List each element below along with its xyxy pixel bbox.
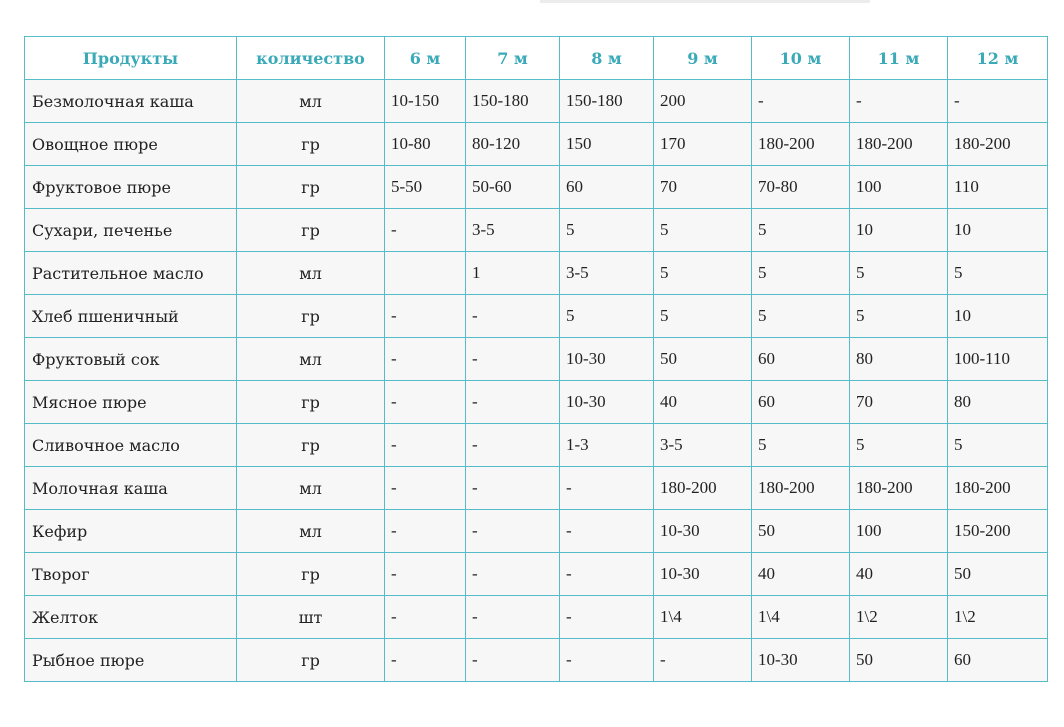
value-cell: - [385,596,466,639]
table-body [25,80,1048,682]
product-cell: Растительное масло [25,252,237,295]
value-cell: - [466,553,560,596]
unit-cell: гр [237,381,385,424]
unit-cell: мл [237,338,385,381]
value-cell: 50 [654,338,752,381]
product-cell: Хлеб пшеничный [25,295,237,338]
value-cell: 150-180 [560,80,654,123]
table-row [25,510,1048,553]
product-cell: Сухари, печенье [25,209,237,252]
table-row [25,553,1048,596]
value-cell: 70 [850,381,948,424]
value-cell: - [385,209,466,252]
value-cell: 10-30 [654,553,752,596]
value-cell: - [948,80,1048,123]
table-row [25,381,1048,424]
header-month-11: 11 м [850,37,948,80]
value-cell: - [654,639,752,682]
table-row [25,209,1048,252]
value-cell: 10-30 [560,338,654,381]
value-cell: - [385,553,466,596]
unit-cell: гр [237,123,385,166]
value-cell: 1\4 [752,596,850,639]
value-cell: 10-30 [560,381,654,424]
value-cell: 40 [654,381,752,424]
unit-cell: гр [237,166,385,209]
value-cell: 150 [560,123,654,166]
value-cell: 180-200 [948,123,1048,166]
header-month-12: 12 м [948,37,1048,80]
value-cell: 60 [948,639,1048,682]
value-cell: - [466,338,560,381]
value-cell: - [385,639,466,682]
value-cell: - [466,295,560,338]
value-cell: 50 [752,510,850,553]
value-cell: 180-200 [948,467,1048,510]
value-cell: 10-150 [385,80,466,123]
value-cell: 100 [850,166,948,209]
table-row [25,467,1048,510]
unit-cell: гр [237,553,385,596]
unit-cell: мл [237,80,385,123]
header-quantity: количество [237,37,385,80]
product-cell: Рыбное пюре [25,639,237,682]
value-cell: 70 [654,166,752,209]
value-cell: - [466,596,560,639]
value-cell: - [752,80,850,123]
value-cell: - [466,510,560,553]
unit-cell: гр [237,209,385,252]
unit-cell: шт [237,596,385,639]
value-cell: 1\2 [850,596,948,639]
unit-cell: гр [237,639,385,682]
unit-cell: мл [237,510,385,553]
value-cell: 100-110 [948,338,1048,381]
value-cell: - [466,381,560,424]
value-cell: 5 [752,295,850,338]
product-cell: Желток [25,596,237,639]
top-decorative-strip [540,0,870,3]
value-cell: 60 [752,381,850,424]
product-cell: Молочная каша [25,467,237,510]
value-cell: - [466,639,560,682]
value-cell: 150-180 [466,80,560,123]
table-row [25,639,1048,682]
value-cell: 10 [948,295,1048,338]
header-month-8: 8 м [560,37,654,80]
value-cell: 5 [752,209,850,252]
value-cell: 200 [654,80,752,123]
table-row [25,338,1048,381]
value-cell: 1-3 [560,424,654,467]
value-cell: 50 [948,553,1048,596]
value-cell: 5 [850,295,948,338]
unit-cell: гр [237,295,385,338]
value-cell: - [560,639,654,682]
value-cell: 80 [948,381,1048,424]
value-cell: 5 [850,424,948,467]
table-header-row [25,37,1048,80]
value-cell: 40 [850,553,948,596]
value-cell: - [385,295,466,338]
value-cell: 10 [948,209,1048,252]
value-cell: - [850,80,948,123]
product-cell: Фруктовый сок [25,338,237,381]
value-cell: - [385,424,466,467]
product-cell: Кефир [25,510,237,553]
value-cell: - [385,467,466,510]
value-cell: 180-200 [752,467,850,510]
unit-cell: мл [237,467,385,510]
product-cell: Творог [25,553,237,596]
product-cell: Безмолочная каша [25,80,237,123]
value-cell: 3-5 [654,424,752,467]
feeding-table [24,36,1048,682]
product-cell: Сливочное масло [25,424,237,467]
header-products: Продукты [25,37,237,80]
value-cell: - [560,596,654,639]
value-cell: 80-120 [466,123,560,166]
value-cell: 5 [654,295,752,338]
table-row [25,80,1048,123]
value-cell: - [466,424,560,467]
value-cell: 1\2 [948,596,1048,639]
header-month-6: 6 м [385,37,466,80]
value-cell: 5 [654,209,752,252]
value-cell: 5 [752,424,850,467]
value-cell: 10-80 [385,123,466,166]
value-cell: 80 [850,338,948,381]
value-cell: 1\4 [654,596,752,639]
value-cell: 5 [560,209,654,252]
value-cell: 5 [752,252,850,295]
value-cell: - [385,510,466,553]
value-cell: 5 [850,252,948,295]
value-cell: 170 [654,123,752,166]
value-cell: 5 [560,295,654,338]
value-cell: 5 [654,252,752,295]
table-row [25,123,1048,166]
value-cell: 1 [466,252,560,295]
value-cell: 5 [948,252,1048,295]
value-cell [385,252,466,295]
table-row [25,252,1048,295]
value-cell: - [385,381,466,424]
value-cell: - [560,510,654,553]
product-cell: Фруктовое пюре [25,166,237,209]
table-row [25,424,1048,467]
value-cell: 40 [752,553,850,596]
value-cell: - [466,467,560,510]
value-cell: 180-200 [752,123,850,166]
header-month-10: 10 м [752,37,850,80]
product-cell: Овощное пюре [25,123,237,166]
header-month-9: 9 м [654,37,752,80]
table-row [25,596,1048,639]
value-cell: 10 [850,209,948,252]
value-cell: 60 [560,166,654,209]
value-cell: 5-50 [385,166,466,209]
value-cell: 110 [948,166,1048,209]
value-cell: - [385,338,466,381]
value-cell: 50 [850,639,948,682]
header-month-7: 7 м [466,37,560,80]
value-cell: 70-80 [752,166,850,209]
value-cell: 5 [948,424,1048,467]
value-cell: - [560,467,654,510]
table-row [25,166,1048,209]
value-cell: 180-200 [654,467,752,510]
value-cell: 3-5 [560,252,654,295]
value-cell: 180-200 [850,467,948,510]
value-cell: 50-60 [466,166,560,209]
table-row [25,295,1048,338]
value-cell: 10-30 [752,639,850,682]
value-cell: 150-200 [948,510,1048,553]
product-cell: Мясное пюре [25,381,237,424]
value-cell: 10-30 [654,510,752,553]
unit-cell: гр [237,424,385,467]
unit-cell: мл [237,252,385,295]
value-cell: 60 [752,338,850,381]
value-cell: 180-200 [850,123,948,166]
value-cell: 3-5 [466,209,560,252]
value-cell: - [560,553,654,596]
value-cell: 100 [850,510,948,553]
